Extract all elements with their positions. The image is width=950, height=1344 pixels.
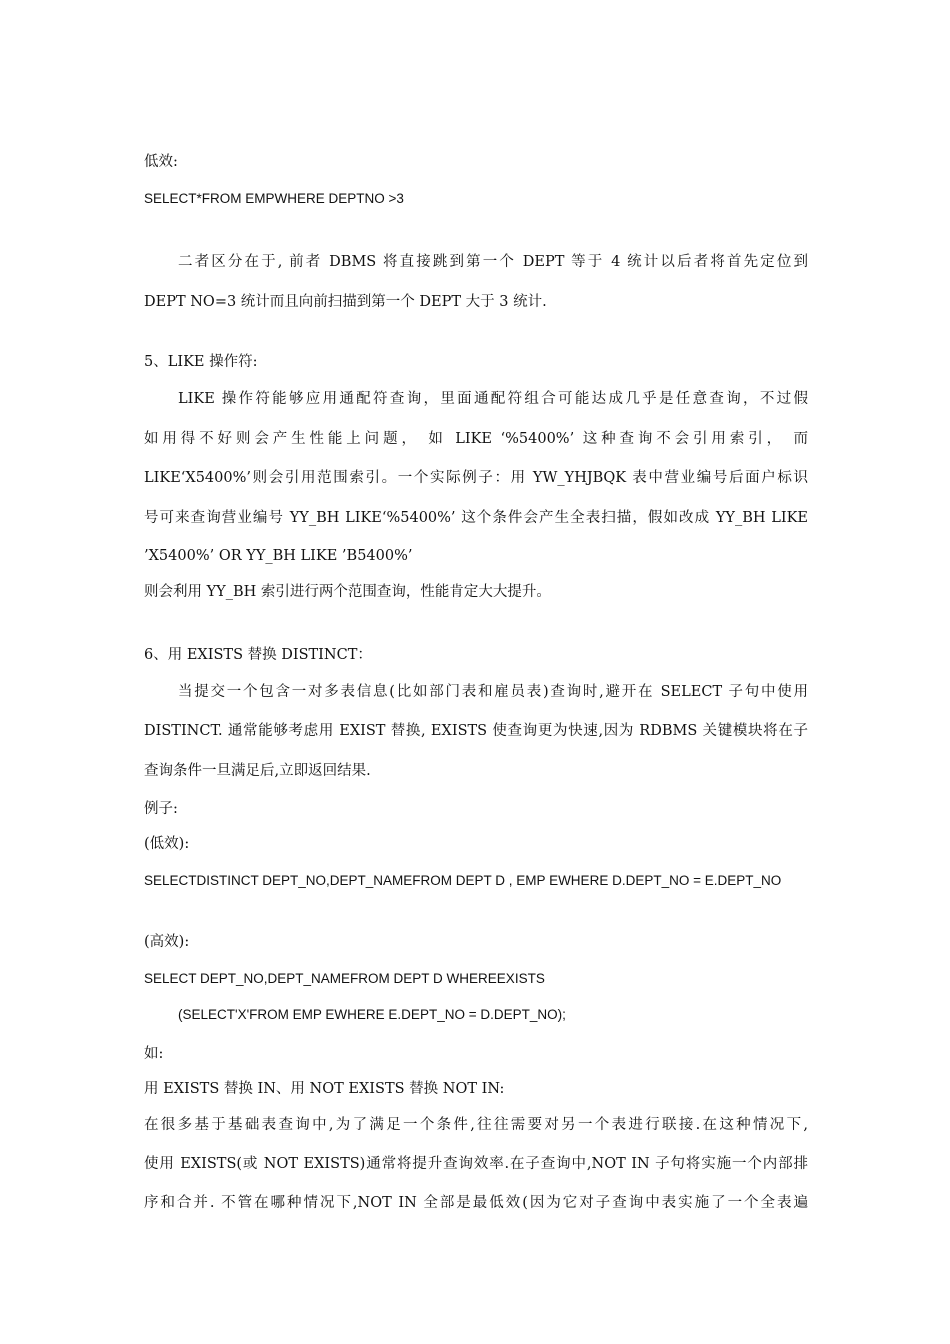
paragraph-line: 用 EXISTS 替换 IN、用 NOT EXISTS 替换 NOT IN: (144, 1081, 505, 1097)
paragraph-line: 使用 EXISTS(或 NOT EXISTS)通常将提升查询效率.在子查询中,NOT IN 子句将实施一个内部排 (144, 1156, 808, 1172)
paragraph-line: 序和合并. 不管在哪种情况下,NOT IN 全部是最低效(因为它对子查询中表实施了一个全表遍 (144, 1195, 808, 1211)
paragraph-line: 号可来查询营业编号 YY_BH LIKE‘%5400%’ 这个条件会产生全表扫描，假如改成 YY_BH LIKE (144, 510, 808, 526)
section-heading-exists: 6、用 EXISTS 替换 DISTINCT： (144, 647, 372, 663)
paragraph-line: 二者区分在于, 前者 DBMS 将直接跳到第一个 DEPT 等于 4 统计以后者将首先定位到 (178, 254, 808, 270)
paragraph-line: DISTINCT. 通常能够考虑用 EXIST 替换, EXISTS 使查询更为快速,因为 RDBMS 关键模块将在子 (144, 723, 808, 739)
paragraph-line: LIKE‘X5400%’则会引用范围索引。一个实际例子：用 YW_YHJBQK 表中营业编号后面户标识 (144, 470, 808, 486)
paragraph-line: 则会利用 YY_BH 索引进行两个范围查询，性能肯定大大提升。 (144, 584, 551, 600)
sql-code-line: (SELECT'X'FROM EMP EWHERE E.DEPT_NO = D.DEPT_NO); (178, 1007, 566, 1022)
paragraph-line: ’X5400%’ OR YY_BH LIKE ’B5400%’ (144, 548, 413, 564)
paragraph-line: LIKE 操作符能够应用通配符查询，里面通配符组合可能达成几乎是任意查询，不过假 (178, 391, 808, 407)
sql-code-line: SELECT DEPT_NO,DEPT_NAMEFROM DEPT D WHEREEXISTS (144, 971, 545, 986)
paragraph-line: 在很多基于基础表查询中,为了满足一个条件,往往需要对另一个表进行联接.在这种情况下, (144, 1117, 808, 1133)
paragraph-line: 如用得不好则会产生性能上问题， 如 LIKE ‘%5400%’ 这种查询不会引用索引， 而 (144, 431, 808, 447)
paragraph-line: 查询条件一旦满足后,立即返回结果. (144, 763, 371, 779)
paragraph-label-inefficient: 低效: (144, 154, 178, 170)
paragraph-label-inefficient: (低效): (144, 836, 190, 852)
sql-code-line: SELECT*FROM EMPWHERE DEPTNO >3 (144, 191, 404, 206)
paragraph-line: 当提交一个包含一对多表信息(比如部门表和雇员表)查询时,避开在 SELECT 子句中使用 (178, 684, 808, 700)
paragraph-line: DEPT NO=3 统计而且向前扫描到第一个 DEPT 大于 3 统计. (144, 294, 547, 310)
paragraph-label-example: 例子: (144, 801, 178, 817)
section-heading-like: 5、LIKE 操作符: (144, 354, 258, 370)
paragraph-line: 如: (144, 1046, 164, 1062)
sql-code-line: SELECTDISTINCT DEPT_NO,DEPT_NAMEFROM DEPT D , EMP EWHERE D.DEPT_NO = E.DEPT_NO (144, 873, 782, 888)
paragraph-label-efficient: (高效): (144, 934, 190, 950)
